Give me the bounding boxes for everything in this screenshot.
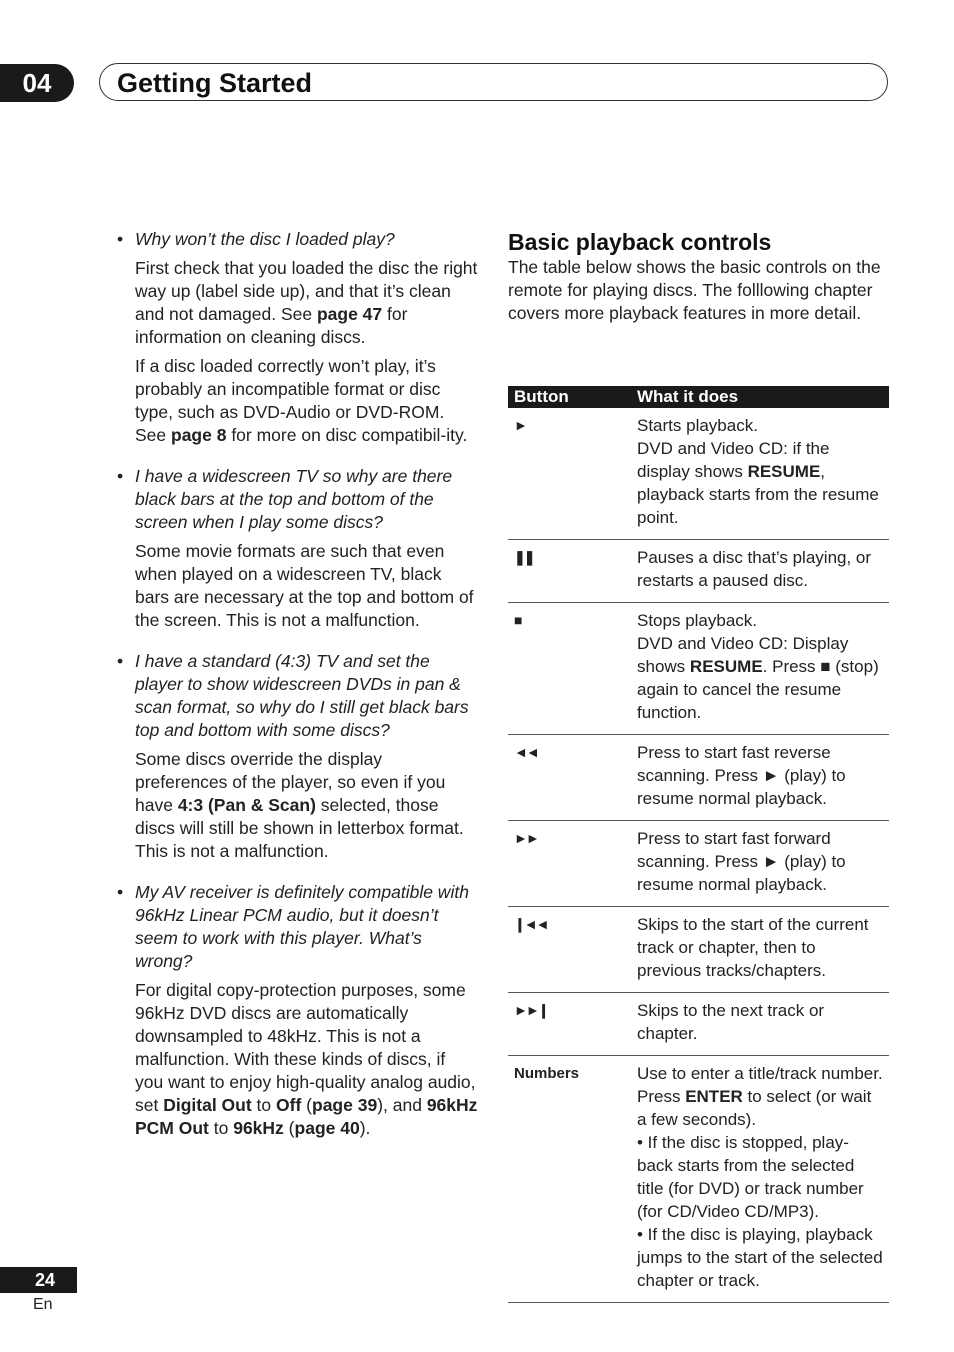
faq-answer <box>135 355 478 447</box>
table-row <box>508 408 889 540</box>
faq-item <box>114 228 478 447</box>
text-run: ( <box>301 1095 312 1115</box>
text-run: Pauses a disc that’s playing, or restarts a paused disc. <box>637 548 872 590</box>
faq-item <box>114 465 478 632</box>
bullet-marker: • <box>117 466 124 486</box>
button-symbol-icon: ►► <box>514 830 538 846</box>
table-row <box>508 735 889 821</box>
page-number: 24 <box>0 1267 77 1293</box>
button-symbol-icon: ❚❚ <box>514 549 534 565</box>
bold-text: page 39 <box>312 1095 378 1115</box>
faq-answer <box>135 540 478 632</box>
numbers-button-label: Numbers <box>514 1065 580 1082</box>
section-title: Basic playback controls <box>508 229 772 255</box>
text-run: Press to start fast forward scanning. Press ► (play) to resume normal playback. <box>637 829 846 894</box>
faq-answer <box>135 979 478 1140</box>
text-run: . Press ■ (stop) again to cancel the resume function. <box>637 657 879 722</box>
button-cell <box>508 540 631 603</box>
text-run: Use to enter a title/track number. Press <box>637 1064 883 1106</box>
description-line <box>637 546 883 592</box>
bold-text: ENTER <box>685 1087 743 1106</box>
description-cell <box>631 735 889 821</box>
table-header-row <box>508 386 889 408</box>
description-line <box>637 827 883 896</box>
text-run: DVD and Video CD: if the display shows <box>637 439 830 481</box>
text-run: DVD and Video CD: Display shows <box>637 634 849 676</box>
text-run: to <box>251 1095 277 1115</box>
description-line <box>637 999 883 1045</box>
button-symbol-icon: ■ <box>514 612 521 628</box>
faq-question: My AV receiver is definitely compatible with 96kHz Linear PCM audio, but it doesn’t seem to work with this player. What’s wrong? <box>135 882 469 971</box>
section-intro: The table below shows the basic controls on the remote for playing discs. The folllowing chapter covers more playback features in more detail. <box>508 257 881 323</box>
description-line <box>637 1131 883 1223</box>
bold-text: page 8 <box>171 425 227 445</box>
bold-text: page 40 <box>294 1118 360 1138</box>
bold-text: RESUME <box>689 657 763 676</box>
text-run: Press to start fast reverse scanning. Press ► (play) to resume normal playback. <box>637 743 846 808</box>
bold-text: Off <box>276 1095 302 1115</box>
text-run: Stops playback. <box>637 611 758 630</box>
text-run: ( <box>283 1118 295 1138</box>
faq-list <box>114 228 478 1158</box>
table-row <box>508 993 889 1056</box>
description-cell <box>631 993 889 1056</box>
bold-text: RESUME <box>747 462 821 481</box>
faq-question: I have a standard (4:3) TV and set the player to show widescreen DVDs in pan & scan format, so why do I still get black bars top and bottom with some discs? <box>135 651 469 740</box>
description-line <box>637 741 883 810</box>
text-run: , playback starts from the resume point. <box>637 462 879 527</box>
button-symbol-icon: ❙◄◄ <box>514 916 548 932</box>
playback-controls-table <box>508 386 889 1303</box>
button-cell <box>508 1056 631 1303</box>
button-symbol-icon: ► <box>514 417 526 433</box>
text-run: Starts playback. <box>637 416 758 435</box>
description-cell <box>631 907 889 993</box>
bold-text: 96kHz <box>233 1118 284 1138</box>
table-row <box>508 1056 889 1303</box>
text-run: Skips to the next track or chapter. <box>637 1001 825 1043</box>
description-line <box>637 437 883 529</box>
bullet-marker: • <box>117 882 124 902</box>
button-cell <box>508 993 631 1056</box>
button-cell <box>508 907 631 993</box>
bold-text: 96kHz PCM Out <box>135 1095 478 1138</box>
faq-item <box>114 650 478 863</box>
text-run: Some discs override the display preferences of the player, so even if you have <box>135 749 446 815</box>
table-header-button: Button <box>508 386 631 408</box>
table-header-what-it-does: What it does <box>631 386 889 408</box>
language-label: En <box>33 1296 53 1313</box>
bullet-marker: • <box>117 651 124 671</box>
button-symbol-icon: ►►❙ <box>514 1002 548 1018</box>
chapter-title: Getting Started <box>117 68 313 98</box>
text-run: selected, those discs will still be shown in letterbox format. This is not a malfunction. <box>135 795 464 861</box>
text-run: ), and <box>377 1095 427 1115</box>
description-cell <box>631 540 889 603</box>
table-row <box>508 907 889 993</box>
description-line <box>637 632 883 724</box>
text-run: • If the disc is stopped, play-back starts from the selected title (for DVD) or track number (for CD/Video CD/MP3). <box>637 1133 864 1221</box>
bold-text: 4:3 (Pan & Scan) <box>177 795 316 815</box>
faq-question: Why won’t the disc I loaded play? <box>135 229 395 249</box>
text-run: For digital copy-protection purposes, some 96kHz DVD discs are automatically downsampled to 48kHz. This is not a malfunction. With these kinds of discs, if you want to enjoy high-quality analog audio, set <box>135 980 476 1115</box>
faq-answer <box>135 257 478 349</box>
description-line <box>637 1223 883 1292</box>
description-cell <box>631 1056 889 1303</box>
text-run: Some movie formats are such that even when played on a widescreen TV, black bars are necessary at the top and bottom of the screen. This is not a malfunction. <box>135 541 474 630</box>
button-cell <box>508 735 631 821</box>
faq-answer <box>135 748 478 863</box>
faq-item <box>114 881 478 1140</box>
button-cell <box>508 821 631 907</box>
text-run: ). <box>359 1118 371 1138</box>
bold-text: Digital Out <box>163 1095 252 1115</box>
basic-playback-section <box>508 228 889 325</box>
button-symbol-icon: ◄◄ <box>514 744 538 760</box>
chapter-number-badge: 04 <box>0 64 74 102</box>
description-line <box>637 1062 883 1131</box>
bullet-marker: • <box>117 229 124 249</box>
button-cell <box>508 603 631 735</box>
button-cell <box>508 408 631 540</box>
text-run: First check that you loaded the disc the right way up (label side up), and that it’s clean and not damaged. See <box>135 258 478 324</box>
description-cell <box>631 603 889 735</box>
text-run: for information on cleaning discs. <box>135 304 408 347</box>
text-run: • If the disc is playing, playback jumps to the start of the selected chapter or track. <box>637 1225 883 1290</box>
description-cell <box>631 821 889 907</box>
bold-text: page 47 <box>316 304 383 324</box>
description-line <box>637 913 883 982</box>
text-run: to select (or wait a few seconds). <box>637 1087 872 1129</box>
text-run: Skips to the start of the current track or chapter, then to previous tracks/chapters. <box>637 915 869 980</box>
text-run: to <box>208 1118 234 1138</box>
faq-question: I have a widescreen TV so why are there black bars at the top and bottom of the screen when I play some discs? <box>135 466 453 532</box>
description-line <box>637 609 883 632</box>
description-line <box>637 414 883 437</box>
table-row <box>508 821 889 907</box>
table-row <box>508 603 889 735</box>
description-cell <box>631 408 889 540</box>
text-run: If a disc loaded correctly won’t play, it’s probably an incompatible format or disc type, such as DVD-Audio or DVD-ROM. See <box>135 356 445 445</box>
text-run: for more on disc compatibil-ity. <box>226 425 468 445</box>
table-row <box>508 540 889 603</box>
